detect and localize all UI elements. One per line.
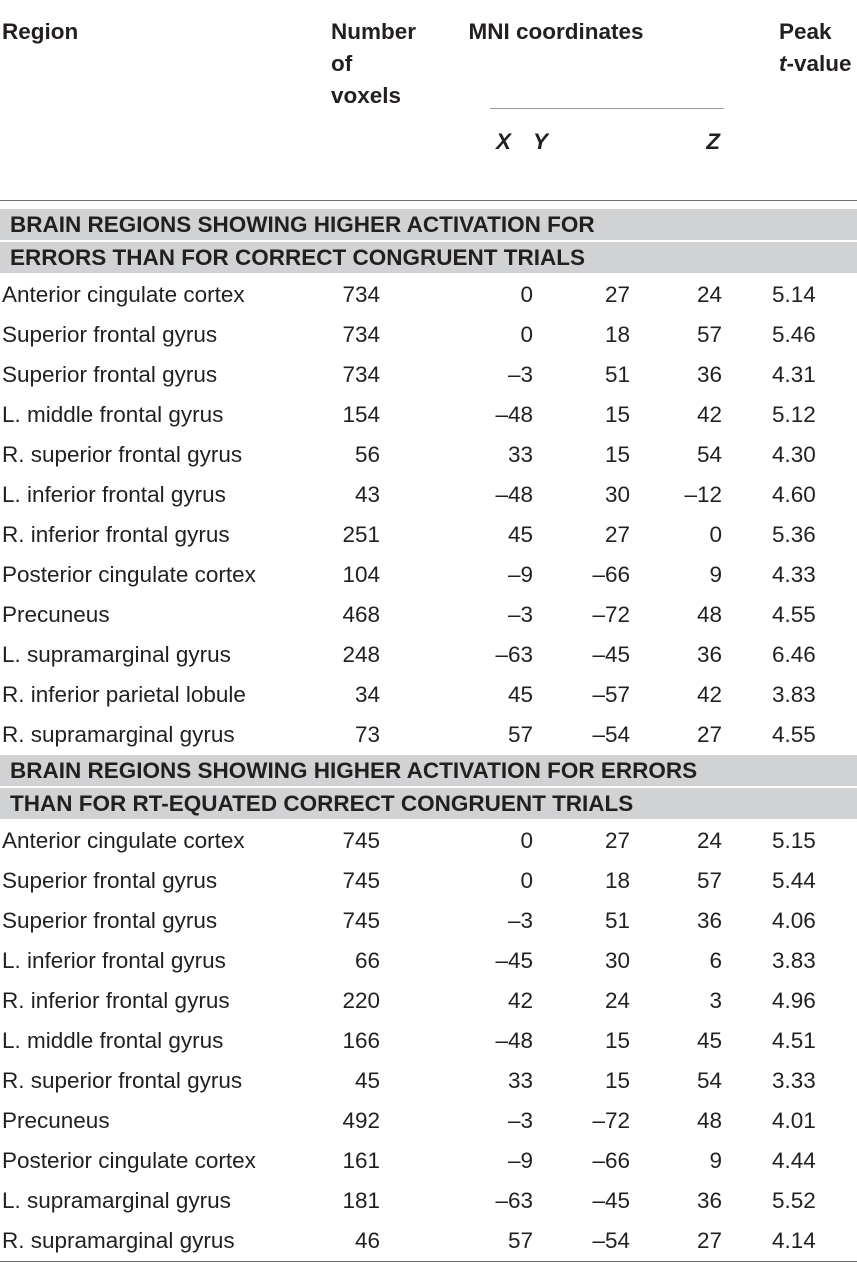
z-axis-header: Z <box>706 129 721 154</box>
table-row <box>0 1101 857 1141</box>
cell-voxels: 104 <box>342 562 380 587</box>
cell-voxels: 181 <box>342 1188 380 1213</box>
cell-y: 27 <box>604 828 630 853</box>
cell-region: R. superior frontal gyrus <box>2 1068 243 1093</box>
cell-z: 27 <box>696 722 723 747</box>
cell-voxels: 161 <box>342 1148 380 1173</box>
cell-y: 51 <box>604 908 630 933</box>
cell-voxels: 734 <box>342 322 380 347</box>
cell-peak: 5.36 <box>772 522 816 547</box>
cell-voxels: 492 <box>342 1108 380 1133</box>
cell-x: 0 <box>520 868 533 893</box>
cell-peak: 4.51 <box>772 1028 816 1053</box>
cell-voxels: 734 <box>342 282 380 307</box>
cell-voxels: 73 <box>354 722 380 747</box>
cell-region: L. supramarginal gyrus <box>2 642 231 667</box>
cell-region: L. middle frontal gyrus <box>2 402 224 427</box>
table-row <box>0 1061 857 1101</box>
cell-z: 6 <box>709 948 723 973</box>
voxels-column-header <box>318 0 417 112</box>
cell-y: 15 <box>604 442 630 467</box>
section-title-title-line1: BRAIN REGIONS SHOWING HIGHER ACTIVATION FOR ERRORS <box>0 755 857 786</box>
y-axis-header: Y <box>533 129 549 154</box>
table-row <box>0 1021 857 1061</box>
cell-region: R. inferior frontal gyrus <box>2 988 230 1013</box>
cell-peak: 4.30 <box>772 442 816 467</box>
cell-y: –45 <box>592 642 630 667</box>
cell-y: –66 <box>592 562 630 587</box>
table-row <box>0 355 857 395</box>
cell-region: Anterior cingulate cortex <box>2 828 245 853</box>
cell-y: –57 <box>592 682 630 707</box>
cell-peak: 4.06 <box>772 908 816 933</box>
peak-t-value-header <box>722 0 857 112</box>
cell-voxels: 468 <box>342 602 380 627</box>
cell-peak: 4.55 <box>772 602 816 627</box>
cell-z: 24 <box>696 282 723 307</box>
cell-voxels: 43 <box>354 482 380 507</box>
cell-y: 30 <box>604 482 630 507</box>
table-row <box>0 861 857 901</box>
cell-y: –72 <box>592 602 630 627</box>
cell-z: 9 <box>709 1148 723 1173</box>
cell-peak: 3.83 <box>772 948 816 973</box>
voxels-header-line2: of voxels <box>331 51 402 108</box>
cell-peak: 4.55 <box>772 722 816 747</box>
cell-region: R. supramarginal gyrus <box>2 722 235 747</box>
cell-z: 42 <box>696 402 723 427</box>
section-header <box>0 201 857 276</box>
cell-voxels: 66 <box>354 948 380 973</box>
cell-y: 24 <box>604 988 630 1013</box>
cell-x: 57 <box>507 722 533 747</box>
table-row <box>0 715 857 755</box>
cell-z: 36 <box>696 642 723 667</box>
cell-peak: 4.44 <box>772 1148 816 1173</box>
cell-voxels: 745 <box>342 868 380 893</box>
cell-region: Anterior cingulate cortex <box>2 282 245 307</box>
section-title-title-line1: BRAIN REGIONS SHOWING HIGHER ACTIVATION FOR <box>0 209 857 240</box>
cell-region: L. middle frontal gyrus <box>2 1028 224 1053</box>
cell-y: 51 <box>604 362 630 387</box>
table-row <box>0 981 857 1021</box>
cell-z: 36 <box>696 362 723 387</box>
cell-region: R. inferior frontal gyrus <box>2 522 230 547</box>
mni-coordinates-header: MNI coordinates <box>468 19 644 44</box>
section-title-title-line2: ERRORS THAN FOR CORRECT CONGRUENT TRIALS <box>0 242 857 273</box>
cell-z: 42 <box>696 682 723 707</box>
voxels-header-line1: Number <box>331 19 417 44</box>
cell-z: 48 <box>696 602 723 627</box>
cell-z: 45 <box>696 1028 723 1053</box>
cell-z: 54 <box>696 1068 723 1093</box>
cell-region: R. supramarginal gyrus <box>0 1221 318 1262</box>
cell-region: L. inferior frontal gyrus <box>2 948 226 973</box>
cell-y: –66 <box>592 1148 630 1173</box>
cell-x: –45 <box>495 948 533 973</box>
peak-header-t: t <box>779 51 787 76</box>
cell-x: –48 <box>495 402 533 427</box>
cell-voxels: 745 <box>342 828 380 853</box>
table-row <box>0 435 857 475</box>
cell-region: Posterior cingulate cortex <box>2 1148 256 1173</box>
peak-header-value: -value <box>786 51 852 76</box>
cell-z: 36 <box>696 1188 723 1213</box>
cell-region: Posterior cingulate cortex <box>2 562 256 587</box>
table-row <box>0 1221 857 1262</box>
cell-voxels: 734 <box>342 362 380 387</box>
table-row <box>0 635 857 675</box>
cell-x: –63 <box>495 1188 533 1213</box>
cell-y: –72 <box>592 1108 630 1133</box>
cell-x: 57 <box>380 1221 533 1262</box>
cell-y: 27 <box>604 522 630 547</box>
cell-peak: 6.46 <box>772 642 816 667</box>
table-row <box>0 1141 857 1181</box>
cell-peak: 3.33 <box>772 1068 816 1093</box>
cell-y: –54 <box>592 722 630 747</box>
cell-region: L. supramarginal gyrus <box>2 1188 231 1213</box>
cell-region: Superior frontal gyrus <box>2 868 218 893</box>
cell-x: –3 <box>507 602 533 627</box>
cell-voxels: 45 <box>354 1068 380 1093</box>
table-row <box>0 275 857 315</box>
cell-peak: 4.14 <box>722 1221 857 1262</box>
cell-x: 0 <box>520 282 533 307</box>
cell-peak: 3.83 <box>772 682 816 707</box>
cell-voxels: 166 <box>342 1028 380 1053</box>
cell-x: –48 <box>495 482 533 507</box>
cell-peak: 5.44 <box>772 868 816 893</box>
table-row <box>0 675 857 715</box>
cell-y: –45 <box>592 1188 630 1213</box>
cell-voxels: 56 <box>354 442 380 467</box>
cell-region: Superior frontal gyrus <box>2 362 218 387</box>
table-row <box>0 821 857 861</box>
cell-x: 0 <box>520 828 533 853</box>
cell-peak: 5.14 <box>772 282 816 307</box>
cell-z: 9 <box>709 562 723 587</box>
cell-x: –9 <box>507 1148 533 1173</box>
cell-x: –3 <box>507 362 533 387</box>
table-row <box>0 595 857 635</box>
cell-peak: 4.01 <box>772 1108 816 1133</box>
cell-z: 24 <box>696 828 723 853</box>
cell-region: R. inferior parietal lobule <box>2 682 246 707</box>
cell-voxels: 745 <box>342 908 380 933</box>
cell-region: Superior frontal gyrus <box>2 908 218 933</box>
cell-peak: 4.60 <box>772 482 816 507</box>
cell-region: L. inferior frontal gyrus <box>2 482 226 507</box>
cell-y: 18 <box>604 322 630 347</box>
cell-x: 0 <box>520 322 533 347</box>
cell-y: 27 <box>604 282 630 307</box>
cell-voxels: 251 <box>342 522 380 547</box>
cell-z: 48 <box>696 1108 723 1133</box>
cell-z: 54 <box>696 442 723 467</box>
cell-x: 33 <box>507 442 533 467</box>
cell-y: 15 <box>604 1028 630 1053</box>
cell-x: –48 <box>495 1028 533 1053</box>
cell-y: –54 <box>533 1221 630 1262</box>
cell-peak: 4.33 <box>772 562 816 587</box>
cell-region: R. superior frontal gyrus <box>2 442 243 467</box>
table-row <box>0 555 857 595</box>
cell-peak: 5.15 <box>772 828 816 853</box>
table-body <box>0 201 857 1262</box>
cell-y: 15 <box>604 402 630 427</box>
cell-z: 0 <box>709 522 723 547</box>
table-row <box>0 315 857 355</box>
cell-y: 15 <box>604 1068 630 1093</box>
section-title-title-line2: THAN FOR RT-EQUATED CORRECT CONGRUENT TRIALS <box>0 788 857 819</box>
table-row <box>0 1181 857 1221</box>
table-header <box>0 0 857 201</box>
region-column-header: Region <box>2 19 79 44</box>
cell-z: 3 <box>709 988 723 1013</box>
table-row <box>0 515 857 555</box>
cell-region: Superior frontal gyrus <box>2 322 218 347</box>
cell-voxels: 154 <box>342 402 380 427</box>
cell-voxels: 248 <box>342 642 380 667</box>
cell-peak: 5.12 <box>772 402 816 427</box>
cell-y: 18 <box>604 868 630 893</box>
cell-x: –3 <box>507 908 533 933</box>
cell-z: 57 <box>696 322 723 347</box>
cell-x: 42 <box>507 988 533 1013</box>
x-axis-header: X <box>495 129 511 154</box>
cell-x: 33 <box>507 1068 533 1093</box>
cell-x: –9 <box>507 562 533 587</box>
peak-header-line1: Peak <box>779 19 832 44</box>
cell-voxels: 220 <box>342 988 380 1013</box>
cell-peak: 4.31 <box>772 362 816 387</box>
table-row <box>0 395 857 435</box>
table-row <box>0 941 857 981</box>
cell-region: Precuneus <box>2 1108 110 1133</box>
section-header <box>0 755 857 821</box>
cell-voxels: 34 <box>354 682 380 707</box>
cell-x: 45 <box>507 522 533 547</box>
table-row <box>0 901 857 941</box>
cell-z: 27 <box>630 1221 722 1262</box>
cell-region: Precuneus <box>2 602 110 627</box>
cell-x: –3 <box>507 1108 533 1133</box>
cell-x: –63 <box>495 642 533 667</box>
cell-peak: 5.52 <box>772 1188 816 1213</box>
table-row <box>0 475 857 515</box>
cell-z: 57 <box>696 868 723 893</box>
cell-peak: 4.96 <box>772 988 816 1013</box>
cell-z: 36 <box>696 908 723 933</box>
cell-peak: 5.46 <box>772 322 816 347</box>
cell-y: 30 <box>604 948 630 973</box>
cell-z: –12 <box>684 482 723 507</box>
cell-x: 45 <box>507 682 533 707</box>
cell-voxels: 46 <box>318 1221 380 1262</box>
